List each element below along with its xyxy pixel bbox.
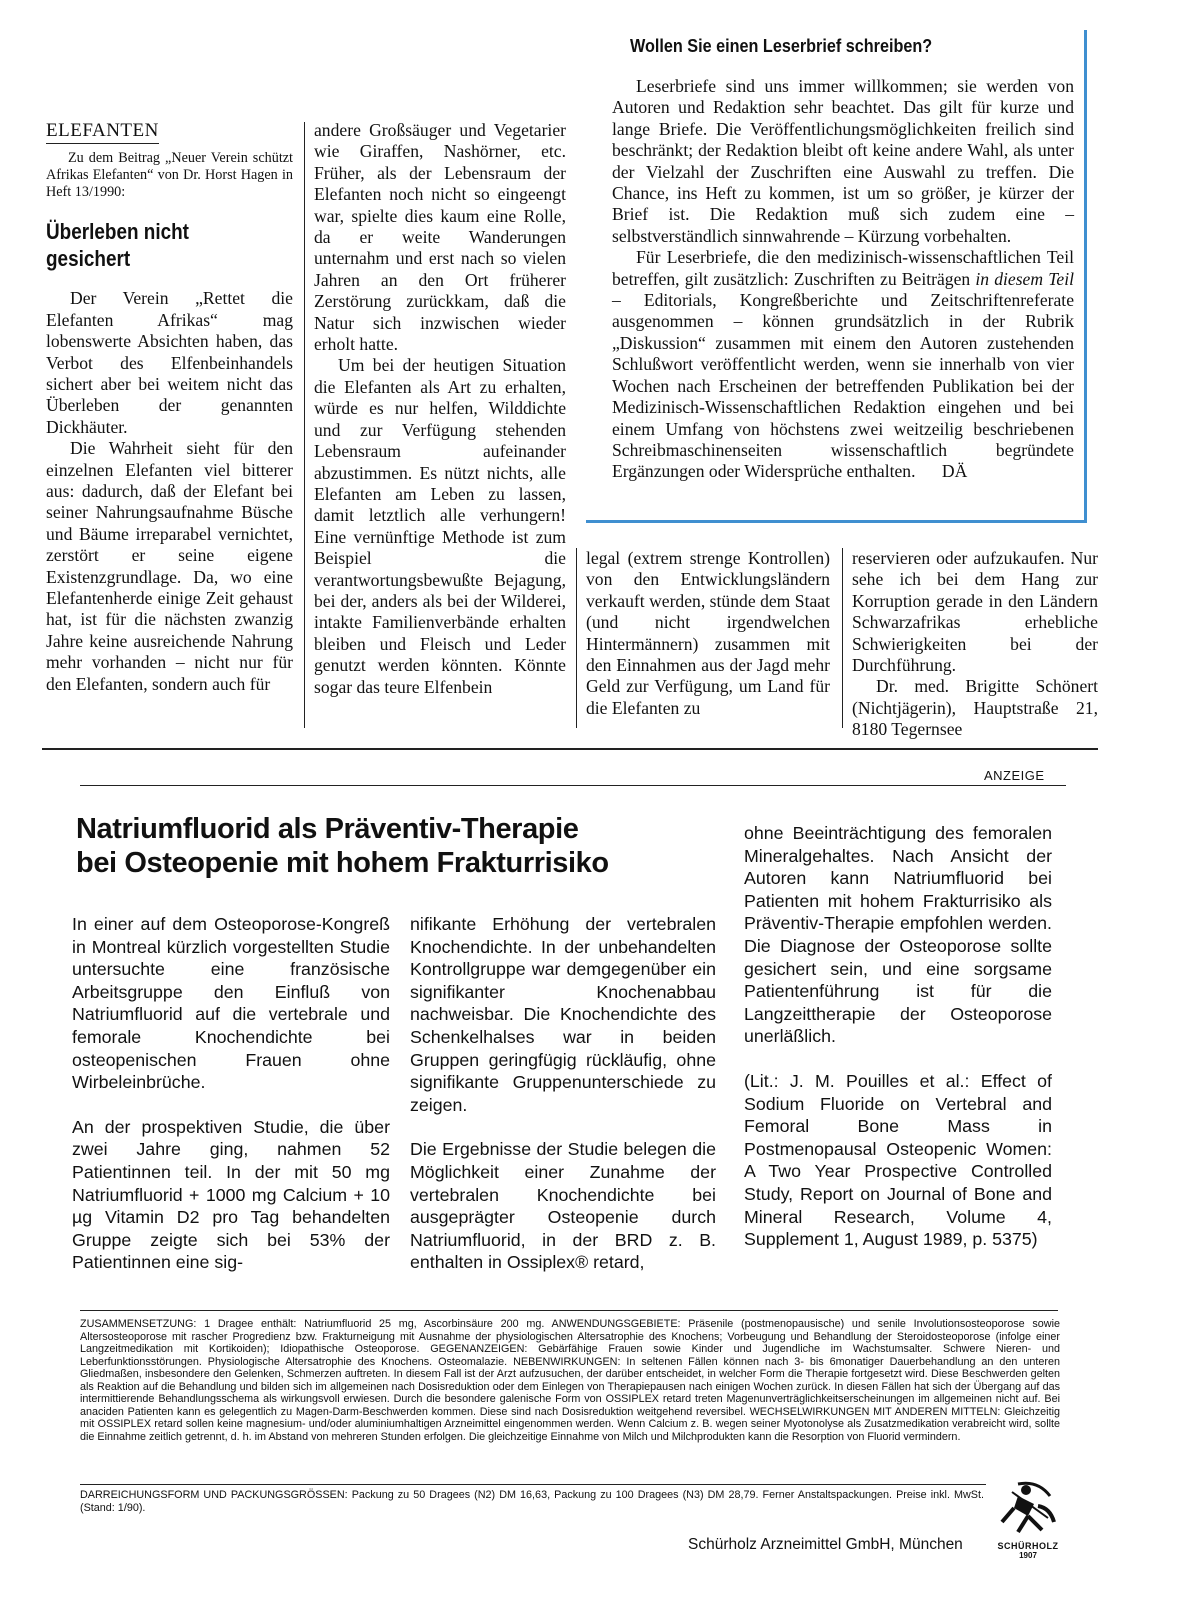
ad-label: ANZEIGE (984, 768, 1045, 783)
letter-column-1 (46, 150, 293, 695)
logo-text: SCHÜRHOLZ (997, 1541, 1059, 1551)
company-name: Schürholz Arzneimittel GmbH, München (688, 1536, 963, 1553)
info-box-body (612, 76, 1074, 483)
info-text: Für Leserbriefe, die den medizinisch-wissenschaftlichen Teil betreffen, gilt zusätzlich: Zuschriften zu Beiträgen (612, 247, 1074, 289)
info-box-title: Wollen Sie einen Leserbrief schreiben? (630, 36, 933, 56)
ad-headline (76, 812, 609, 880)
ad-headline-line: Natriumfluorid als Präventiv-Therapie (76, 813, 579, 845)
column-rule (576, 548, 577, 728)
info-box-paragraph: Leserbriefe sind uns immer willkommen; sie werden von Autoren und Redaktion sehr beachtet. Das gilt für kurze und lange Briefe. Die Veröffentlichungsmöglichkeiten freilich sind beschränkt; der Redaktion bleibt oft keine andere Wahl, als unter der Vielzahl der Zuschriften eine Auswahl zu treffen. Die Chance, ins Heft zu kommen, ist um so größer, je kürzer der Brief ist. Die Redaktion muß sich zudem eine – selbstverständlich sinnwahrende – Kürzung vorbehalten. (612, 76, 1074, 246)
ad-literature: (Lit.: J. M. Pouilles et al.: Effect of Sodium Fluoride on Vertebral and Femoral Bone Mass in Postmenopausal Osteopenic Women: A Two Year Prospective Controlled Study, Report on Journal of Bone and Mineral Research, Volume 4, Supplement 1, August 1989, p. 5375) (744, 1070, 1052, 1250)
section-divider (42, 748, 1098, 750)
ad-fineprint-rule (80, 1310, 1058, 1311)
letter-paragraph: Um bei der heutigen Situation die Elefanten als Art zu erhalten, würde es nur helfen, Wilddichte und zur Verfügung stehenden Lebensraum aufeinander abzustimmen. Es nützt nichts, alle Elefanten am Leben zu lassen, damit letztlich alle verhungern! Eine vernünftige Methode ist zum Beispiel die verantwortungsbewußte Bejagung, bei der, anders als bei der Wilderei, intakte Familienverbände erhalten bleiben und Fleisch und Leder genutzt werden könnten. Könnte sogar das teure Elfenbein (314, 355, 566, 697)
archer-icon (988, 1478, 1068, 1536)
section-label: ELEFANTEN (46, 120, 159, 144)
ad-paragraph: An der prospektiven Studie, die über zwei Jahre ging, nahmen 52 Patientinnen teil. In der mit 50 mg Natriumfluorid + 1000 mg Calcium + 10 µg Vitamin D2 pro Tag behandelten Gruppe zeigte sich bei 53% der Patientinnen eine sig- (72, 1116, 390, 1273)
ad-column-1 (72, 913, 390, 1296)
letter-paragraph: Der Verein „Rettet die Elefanten Afrikas“ mag lobenswerte Absichten haben, das Verbot des Elfenbeinhandels sichert aber bei weitem nicht das Überleben der genannten Dickhäuter. (46, 288, 293, 437)
letter-headline: Überleben nicht gesichert (46, 219, 189, 272)
ad-column-2 (410, 913, 716, 1296)
letter-signature: Dr. med. Brigitte Schönert (Nichtjägerin), Hauptstraße 21, 8180 Tegernsee (852, 676, 1098, 740)
letter-column-2 (314, 120, 566, 698)
ad-packaging: DARREICHUNGSFORM UND PACKUNGSGRÖSSEN: Packung zu 50 Dragees (N2) DM 16,63, Packung zu 100 Dragees (N3) DM 28,79. Ferner Anstaltspackungen. Preise inkl. MwSt. (Stand: 1/90). (80, 1489, 984, 1514)
ad-fine-print: ZUSAMMENSETZUNG: 1 Dragee enthält: Natriumfluorid 25 mg, Ascorbinsäure 200 mg. ANWENDUNGSGEBIETE: Präsenile (postmenopausische) und senile Involutionsosteoporose sowie Altersosteoporose mit rascher Progredienz bzw. Frakturneigung mit Ausnahme der physiologischen Altersatrophie des Knochens; Vorbeugung und Behandlung der Steroidosteoporose (infolge einer Langzeitmedikation mit Kortikoiden); Idiopathische Osteoporose. GEGENANZEIGEN: Gebärfähige Frauen sowie Kinder und Jugendliche im Wachstumsalter. Schwere Nieren- und Leberfunktionsstörungen. Physiologische Altersatrophie des Knochens. Osteomalazie. NEBENWIRKUNGEN: In seltenen Fällen können nach 3- bis 6monatiger Dauerbehandlung an den unteren Gliedmaßen, insbesondere den Gelenken, Schmerzen auftreten. In diesem Fall ist der Arzt aufzusuchen, der darüber entscheidet, in welcher Form die Therapie fortgesetzt wird. Diese Beschwerden gelten als Reaktion auf die Behandlung und bilden sich im allgemeinen nach Dosisreduktion oder dem Einlegen von Therapiepausen nach einigen Wochen zurück. In diesen Fällen hat sich der Übergang auf das intermittierende Behandlungsschema als wirkungsvoll erwiesen. Durch die besondere galenische Form von OSSIPLEX retard treten Magenunverträglichkeitserscheinungen im allgemeinen nicht auf. Bei anaciden Patienten kann es gelegentlich zu Magen-Darm-Beschwerden kommen. Diese sind nach Dosisreduktion weitgehend reversibel. WECHSELWIRKUNGEN MIT ANDEREN MITTELN: Gleichzeitig mit OSSIPLEX retard sollen keine magnesium- und/oder aluminiumhaltigen Arzneimittel eingenommen werden. Wenn Calcium z. B. wegen seiner Myotonolyse als Zusatzmedikation verabreicht wird, sollte die Einnahme zeitlich getrennt, d. h. im Abstand von mehreren Stunden erfolgen. Die gleichzeitige Einnahme von Milch und Milchprodukten kann die Resorption von Fluorid vermindern. (80, 1318, 1060, 1443)
info-box-paragraph (612, 247, 1074, 482)
company-logo (988, 1478, 1068, 1560)
column-rule (304, 122, 305, 728)
ad-paragraph: nifikante Erhöhung der vertebralen Knochendichte. In der unbehandelten Kontrollgruppe war demgegenüber ein signifikanter Knochenabbau nachweisbar. Die Knochendichte des Schenkelhalses war in beiden Gruppen geringfügig rückläufig, ohne signifikante Gruppenunterschiede zu zeigen. (410, 914, 716, 1115)
letter-column-4 (852, 548, 1098, 741)
letter-reference: Zu dem Beitrag „Neuer Verein schützt Afrikas Elefanten“ von Dr. Horst Hagen in Heft 13/1990: (46, 150, 293, 200)
ad-paragraph: In einer auf dem Osteoporose-Kongreß in Montreal kürzlich vorgestellten Studie untersuchte eine französische Arbeitsgruppe den Einfluß von Natriumfluorid auf die vertebrale und femorale Knochendichte bei osteopenischen Frauen ohne Wirbeleinbrüche. (72, 914, 390, 1093)
info-box-sign: DÄ (941, 461, 968, 482)
ad-paragraph: ohne Beeinträchtigung des femoralen Mineralgehaltes. Nach Ansicht der Autoren kann Natriumfluorid bei Patienten mit hohem Frakturrisiko als Präventiv-Therapie empfohlen werden. Die Diagnose der Osteoporose sollte gesichert sein, und eine sorgsame Patientenführung ist für die Langzeittherapie der Osteoporose unerläßlich. (744, 823, 1052, 1047)
letter-column-3 (586, 548, 830, 719)
letter-paragraph: reservieren oder aufzukaufen. Nur sehe ich bei dem Hang zur Korruption gerade in den Ländern Schwarzafrikas erhebliche Schwierigkeiten bei der Durchführung. (852, 548, 1098, 676)
info-text-italic: in diesem Teil (975, 268, 1074, 289)
column-rule (842, 548, 843, 728)
ad-fineprint-rule (80, 1484, 986, 1485)
info-text: – Editorials, Kongreßberichte und Zeitschriftenreferate ausgenommen – können grundsätzlich in der Rubrik „Diskussion“ zusammen mit einem den Autoren zustehenden Schlußwort veröffentlicht werden, wenn sie innerhalb von vier Wochen nach Erscheinen der betreffenden Publikation bei der Medizinisch-Wissenschaftlichen Redaktion eingehen und bei einem Umfang von höchstens zwei weitzeilig beschriebenen Schreibmaschinenseiten wissenschaftlich begründete Ergänzungen oder Widersprüche enthalten. (612, 290, 1074, 482)
ad-paragraph: Die Ergebnisse der Studie belegen die Möglichkeit einer Zunahme der vertebralen Knochendichte bei ausgeprägter Osteopenie durch Natriumfluorid, in der BRD z. B. enthalten in Ossiplex® retard, (410, 1139, 716, 1273)
letter-paragraph: legal (extrem strenge Kontrollen) von den Entwicklungsländern verkauft werden, stünde dem Staat (und nicht irgendwelchen Hintermännern) zusammen mit den Einnahmen aus der Jagd mehr Geld zur Verfügung, um Land für die Elefanten zu (586, 548, 830, 718)
letter-paragraph: Die Wahrheit sieht für den einzelnen Elefanten viel bitterer aus: dadurch, daß der Elefant bei seiner Nahrungsaufnahme Büsche und Bäume irreparabel vernichtet, zerstört er seine eigene Existenzgrundlage. Da, wo eine Elefantenherde einige Zeit gehaust hat, ist für die nächsten zwanzig Jahre keine ausreichende Nahrung mehr vorhanden – nicht nur für den Elefanten, sondern auch für (46, 438, 293, 694)
logo-year: 1907 (1019, 1551, 1037, 1560)
ad-headline-line: bei Osteopenie mit hohem Frakturrisiko (76, 847, 609, 879)
ad-top-rule (80, 785, 1066, 786)
ad-column-3 (744, 822, 1052, 1273)
letter-paragraph: andere Großsäuger und Vegetarier wie Giraffen, Nashörner, etc. Früher, als der Lebensraum der Elefanten noch nicht so eingeengt war, spielte dies kaum eine Rolle, da er weite Wanderungen unternahm und erst nach so vielen Jahren an den Ort früherer Zerstörung zurückkam, daß die Natur sich inzwischen wieder erholt hatte. (314, 120, 566, 355)
